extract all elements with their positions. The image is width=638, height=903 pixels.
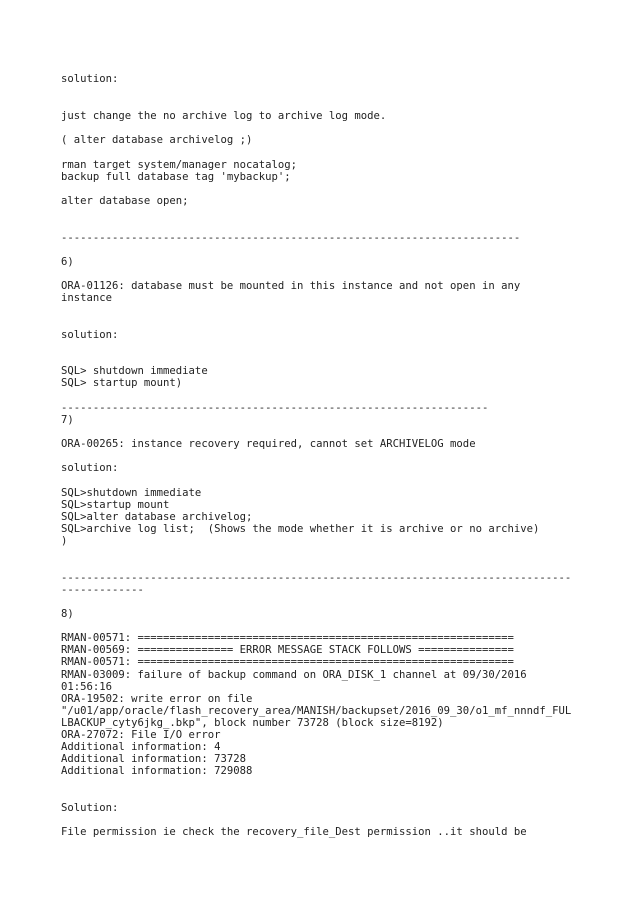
- divider-line: --------------------------------------------------------------------------------: [61, 572, 572, 584]
- text-line: File permission ie check the recovery_file_Dest permission ..it should be: [61, 826, 527, 838]
- text-line: ORA-19502: write error on file: [61, 693, 253, 705]
- text-line: ORA-27072: File I/O error: [61, 729, 221, 741]
- text-line: ( alter database archivelog ;): [61, 134, 253, 146]
- text-line: backup full database tag 'mybackup';: [61, 171, 291, 183]
- section-number: 7): [61, 414, 74, 426]
- text-line: ORA-00265: instance recovery required, cannot set ARCHIVELOG mode: [61, 438, 476, 450]
- divider-line: ------------------------------------------------------------------------: [61, 232, 521, 244]
- text-line: just change the no archive log to archive log mode.: [61, 110, 387, 122]
- text-line: instance: [61, 292, 113, 304]
- text-line: SQL> shutdown immediate: [61, 365, 208, 377]
- text-line: RMAN-03009: failure of backup command on ORA_DISK_1 channel at 09/30/2016: [61, 669, 527, 681]
- divider-line: -------------: [61, 584, 144, 596]
- text-line: LBACKUP_cyty6jkg_.bkp", block number 73728 (block size=8192): [61, 717, 444, 729]
- text-line: Additional information: 4: [61, 741, 221, 753]
- text-line: rman target system/manager nocatalog;: [61, 159, 297, 171]
- text-line: 01:56:16: [61, 681, 113, 693]
- text-line: Additional information: 729088: [61, 765, 253, 777]
- text-line: SQL>startup mount: [61, 499, 170, 511]
- text-line: RMAN-00569: =============== ERROR MESSAGE STACK FOLLOWS ===============: [61, 644, 514, 656]
- section-number: 6): [61, 256, 74, 268]
- text-line: Solution:: [61, 802, 119, 814]
- text-line: SQL>archive log list; (Shows the mode whether it is archive or no archive): [61, 523, 540, 535]
- text-line: alter database open;: [61, 195, 189, 207]
- text-line: SQL>alter database archivelog;: [61, 511, 253, 523]
- divider-line: -------------------------------------------------------------------: [61, 402, 489, 414]
- text-line: SQL>shutdown immediate: [61, 487, 202, 499]
- text-line: Additional information: 73728: [61, 753, 246, 765]
- text-line: solution:: [61, 73, 119, 85]
- text-line: RMAN-00571: ===========================================================: [61, 632, 514, 644]
- text-line: "/u01/app/oracle/flash_recovery_area/MANISH/backupset/2016_09_30/o1_mf_nnndf_FUL: [61, 705, 572, 717]
- text-line: SQL> startup mount): [61, 377, 183, 389]
- text-line: solution:: [61, 462, 119, 474]
- text-line: solution:: [61, 329, 119, 341]
- section-number: 8): [61, 608, 74, 620]
- text-line: RMAN-00571: ===========================================================: [61, 656, 514, 668]
- text-line: ORA-01126: database must be mounted in this instance and not open in any: [61, 280, 521, 292]
- text-line: ): [61, 535, 68, 547]
